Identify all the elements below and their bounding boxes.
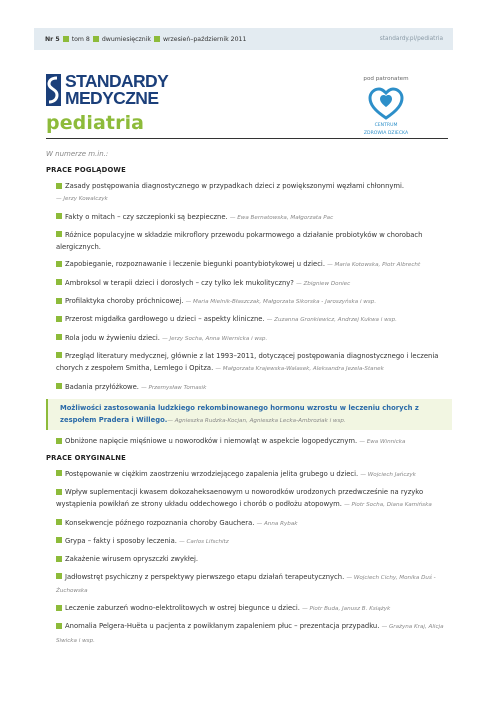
logo-line-1: STANDARDY [65,71,169,91]
article-title: Jadłowstręt psychiczny z perspektywy pierwszego etapu działań terapeutycznych. [65,572,345,581]
article-title: Grypa – fakty i sposoby leczenia. [65,536,177,545]
article-title: Rola jodu w żywieniu dzieci. [65,333,160,342]
article-title: Różnice populacyjne w składzie mikroflory przewodu pokarmowego a działanie probiotyków w chorobach alergicznych. [56,230,423,252]
article-authors: — Zuzanna Gronkiewicz, Andrzej Kukwa i wsp. [267,317,397,323]
article-item[interactable] [46,350,452,376]
green-square-icon [154,36,160,42]
patronage-label: pod patronatem [363,76,409,82]
article-authors: — Małgorzata Krajewska-Walasek, Aleksandra Jezela-Stanek [215,366,383,372]
journal-logo [46,73,168,106]
issue-info [45,36,246,43]
green-square-icon [56,438,62,444]
article-item[interactable] [46,313,452,326]
article-authors: — Grażyna Kraj, Alicja Siwicka i wsp. [56,624,444,643]
green-square-icon [56,623,62,629]
green-square-icon [56,537,62,543]
section-heading: PRACE ORYGINALNE [46,453,126,462]
journal-subtitle: pediatria [46,112,145,134]
article-title: Możliwości zastosowania ludzkiego rekombinowanego hormonu wzrostu w leczeniu chorych z zespołem Pradera i Willego. [60,403,419,425]
article-title: Zakażenie wirusem opryszczki zwykłej. [65,555,199,564]
article-title: Konsekwencje późnego rozpoznania choroby Gauchera. [65,518,255,527]
article-title: Zapobieganie, rozpoznawanie i leczenie biegunki poantybiotykowej u dzieci. [65,260,325,269]
article-item[interactable] [46,229,452,254]
green-square-icon [56,352,62,358]
article-title: Zasady postępowania diagnostycznego w przypadkach dzieci z powiększonymi węzłami chłonnymi. [65,182,405,190]
green-square-icon [56,316,62,322]
patron-org-line-2: ZDROWIA DZIECKA [363,130,409,136]
article-item[interactable] [46,535,452,548]
green-square-icon [56,213,62,219]
site-url[interactable]: standardy.pl/pediatria [379,36,443,42]
issue-date: wrzesień–październik 2011 [162,35,247,43]
article-authors: — Carlos Lifschitz [179,539,229,545]
article-title: Przegląd literatury medycznej, głównie z lat 1993–2011, dotyczącej postępowania diagnostycznego i leczenia chorych z zespołem Smitha, Lemlego i Opitza. [56,351,439,373]
green-square-icon [56,298,62,304]
article-item[interactable] [46,332,452,345]
article-title: Postępowanie w ciężkim zaostrzeniu wrzodziejącego zapalenia jelita grubego u dzieci. [65,469,359,478]
article-title: Obniżone napięcie mięśniowe u noworodków i niemowląt w aspekcie logopedycznym. [65,437,358,446]
article-title: Przerost migdałka gardłowego u dzieci – aspekty kliniczne. [65,315,265,324]
green-square-icon [56,519,62,525]
article-authors: — Anna Rybak [257,521,298,527]
article-title: Wpływ suplementacji kwasem dokozaheksaenowym u noworodków urodzonych przedwcześnie na ryzyko wystąpienia powikłań ze strony układu oddechowego i chorób o podłożu atopowym. [56,488,424,509]
issue-bar [34,28,453,50]
green-square-icon [56,279,62,285]
article-item[interactable] [46,571,452,598]
article-authors: — Maria Mielnik-Błaszczak, Małgorzata Sikorska - Jaroszyńska i wsp. [186,299,377,305]
article-item[interactable] [46,602,452,615]
green-square-icon [56,470,62,476]
patronage-block [356,76,416,137]
article-item[interactable] [46,211,452,224]
patron-org-line-1: CENTRUM [374,123,398,128]
article-item[interactable] [46,277,452,290]
article-item[interactable] [46,517,452,530]
green-square-icon [63,36,69,42]
article-item[interactable] [46,258,452,271]
article-authors: — Przemysław Tomasik [141,385,206,391]
issue-volume: tom 8 [71,35,90,43]
green-square-icon [56,383,62,389]
article-authors: — Zbigniew Doniec [296,281,350,287]
green-square-icon [56,231,62,237]
article-item[interactable] [46,468,452,481]
header-divider [46,138,448,139]
heart-logo-icon [368,87,404,121]
article-title: Anomalia Pelgera-Huëta u pacjenta z powikłanym zapaleniem płuc – prezentacja przypadku. [65,622,380,631]
article-authors: — Piotr Socha, Diana Kamińska [344,502,432,508]
issue-frequency: dwumiesięcznik [101,35,151,43]
section-heading: PRACE POGLĄDOWE [46,166,126,174]
article-item[interactable] [46,180,452,206]
highlighted-article[interactable] [46,399,452,431]
green-square-icon [93,36,99,42]
article-authors: — Maria Kotowska, Piotr Albrecht [327,262,420,268]
green-square-icon [56,573,62,579]
green-square-icon [56,489,62,495]
article-item[interactable] [46,553,452,565]
article-authors: — Wojciech Jańczyk [360,472,416,478]
article-authors: — Piotr Buda, Janusz B. Książyk [302,606,390,612]
article-item[interactable] [46,381,452,394]
article-title: Fakty o mitach – czy szczepionki są bezpieczne. [65,212,228,221]
article-item[interactable] [46,486,452,512]
article-authors: — Ewa Bernatowska, Małgorzata Pac [230,215,333,221]
article-authors: — Agnieszka Rudzka-Kocjan, Agnieszka Lecka-Ambroziak i wsp. [167,418,345,424]
green-square-icon [56,261,62,267]
contents-list [46,150,452,652]
article-authors: — Wojciech Cichy, Monika Duś - Żuchowska [56,575,436,594]
logo-line-2: MEDYCZNE [65,87,159,108]
contents-intro: W numerze m.in.: [46,150,109,158]
green-square-icon [56,556,62,562]
article-item[interactable] [46,620,452,647]
article-title: Profilaktyka choroby próchnicowej. [65,297,184,306]
logo-mark-icon [46,74,61,106]
article-authors: — Ewa Winnicka [359,439,405,445]
green-square-icon [56,334,62,340]
article-authors: — Jerzy Socha, Anna Wiernicka i wsp. [162,336,267,342]
article-title: Badania przyłóżkowe. [65,382,139,391]
issue-number: Nr 5 [45,35,60,43]
article-title: Ambroksol w terapii dzieci i dorosłych – czy tylko lek mukolityczny? [65,278,294,287]
article-item[interactable] [46,435,452,448]
article-item[interactable] [46,295,452,308]
article-title: Leczenie zaburzeń wodno-elektrolitowych w ostrej biegunce u dzieci. [65,604,300,613]
green-square-icon [56,605,62,611]
green-square-icon [56,183,62,189]
article-authors: — Jerzy Kowalczyk [56,196,108,202]
